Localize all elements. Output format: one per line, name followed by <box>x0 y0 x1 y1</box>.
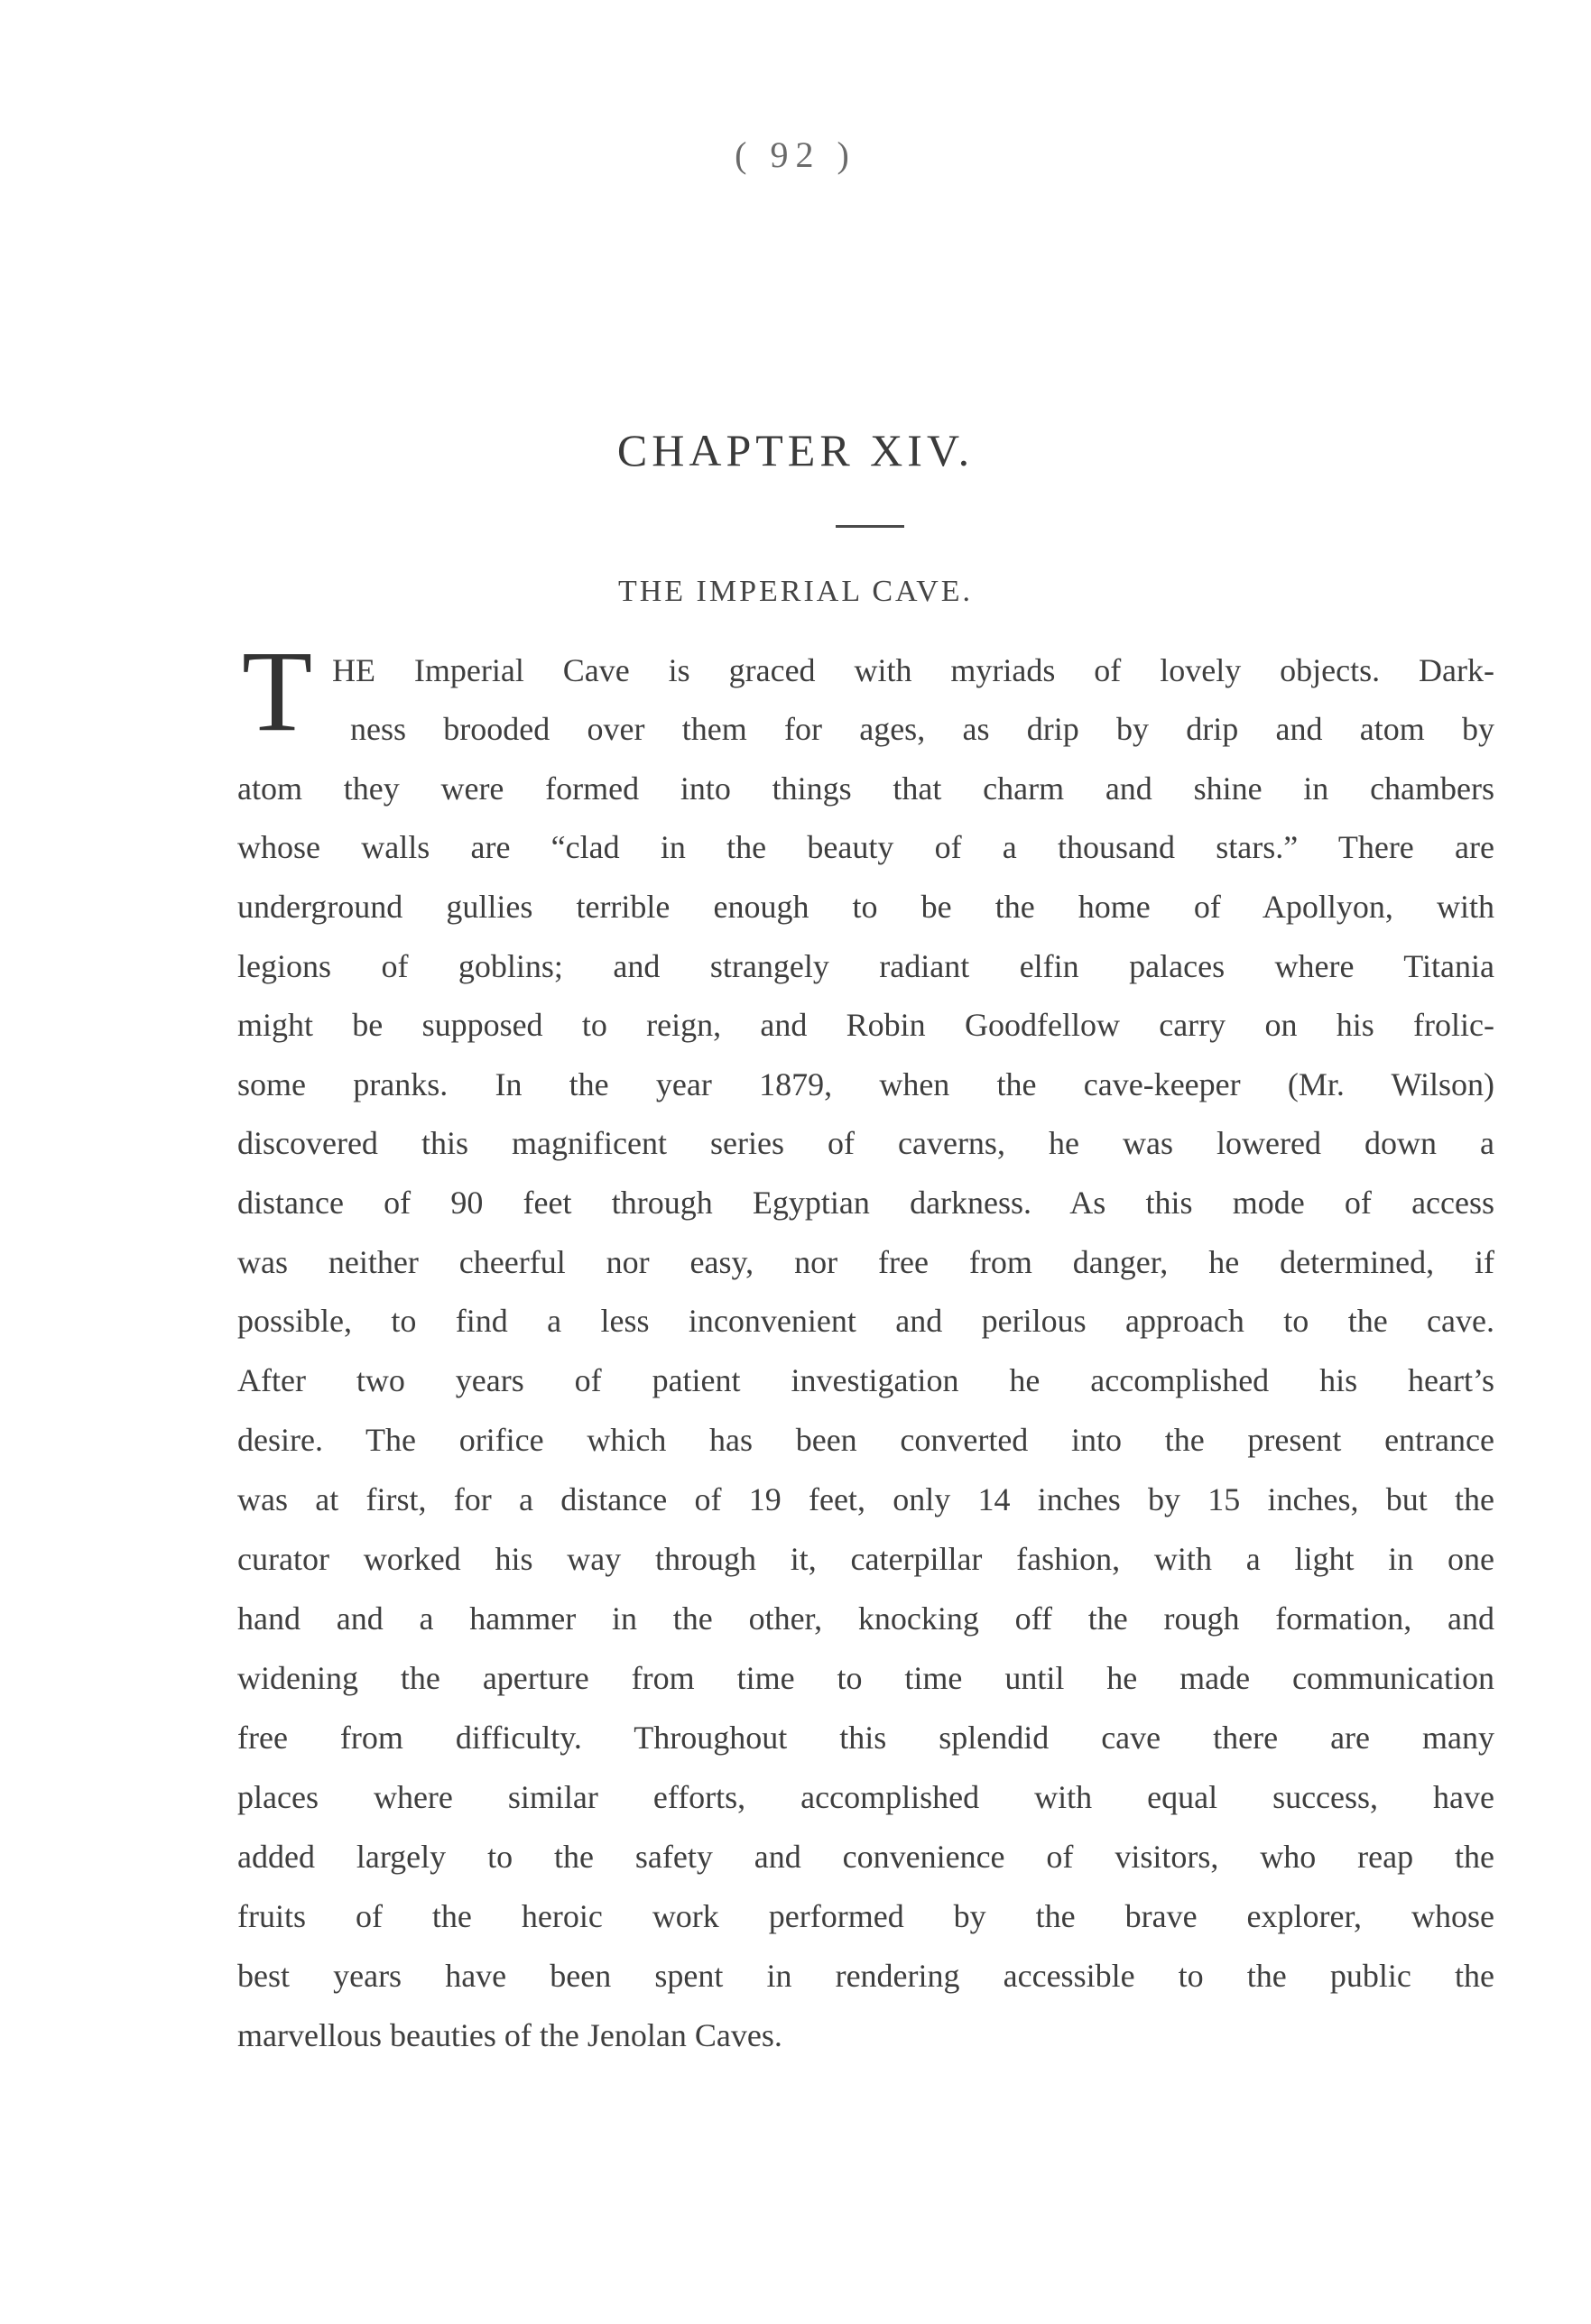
drop-cap: T <box>242 627 313 755</box>
body-line: HE Imperial Cave is graced with myriads of lovely objects. Dark- <box>332 652 1494 688</box>
body-line: was at first, for a distance of 19 feet, only 14 inches by 15 inches, but the <box>237 1481 1494 1517</box>
body-line: After two years of patient investigation he accomplished his heart’s <box>237 1362 1494 1398</box>
body-line: places where similar efforts, accomplished with equal success, have <box>237 1779 1494 1815</box>
body-line: free from difficulty. Throughout this splendid cave there are many <box>237 1720 1494 1756</box>
body-line: possible, to find a less inconvenient and perilous approach to the cave. <box>237 1303 1494 1339</box>
body-line: best years have been spent in rendering accessible to the public the <box>237 1958 1494 1994</box>
body-line: desire. The orifice which has been converted into the present entrance <box>237 1422 1494 1458</box>
section-title: THE IMPERIAL CAVE. <box>617 575 974 608</box>
body-line: some pranks. In the year 1879, when the cave-keeper (Mr. Wilson) <box>237 1066 1494 1102</box>
body-line: atom they were formed into things that charm and shine in chambers <box>237 770 1494 807</box>
chapter-divider <box>836 525 904 528</box>
body-line: distance of 90 feet through Egyptian darkness. As this mode of access <box>237 1185 1494 1221</box>
body-line: might be supposed to reign, and Robin Goodfellow carry on his frolic- <box>237 1007 1494 1043</box>
body-line: marvellous beauties of the Jenolan Caves. <box>237 2017 782 2053</box>
body-line: discovered this magnificent series of caverns, he was lowered down a <box>237 1125 1494 1161</box>
body-line: widening the aperture from time to time until he made communication <box>237 1660 1494 1696</box>
body-line: added largely to the safety and convenience of visitors, who reap the <box>237 1839 1494 1875</box>
body-line: fruits of the heroic work performed by the brave explorer, whose <box>237 1898 1494 1934</box>
body-line: was neither cheerful nor easy, nor free from danger, he determined, if <box>237 1244 1494 1280</box>
body-line: whose walls are “clad in the beauty of a thousand stars.” There are <box>237 829 1494 865</box>
body-line: underground gullies terrible enough to be the home of Apollyon, with <box>237 889 1494 925</box>
page-number: ( 92 ) <box>735 134 856 175</box>
body-line: curator worked his way through it, caterpillar fashion, with a light in one <box>237 1541 1494 1577</box>
body-line: legions of goblins; and strangely radiant elfin palaces where Titania <box>237 948 1494 984</box>
body-line: ness brooded over them for ages, as drip by drip and atom by <box>350 711 1494 747</box>
chapter-title: CHAPTER XIV. <box>616 425 975 475</box>
body-line: hand and a hammer in the other, knocking off the rough formation, and <box>237 1600 1494 1637</box>
